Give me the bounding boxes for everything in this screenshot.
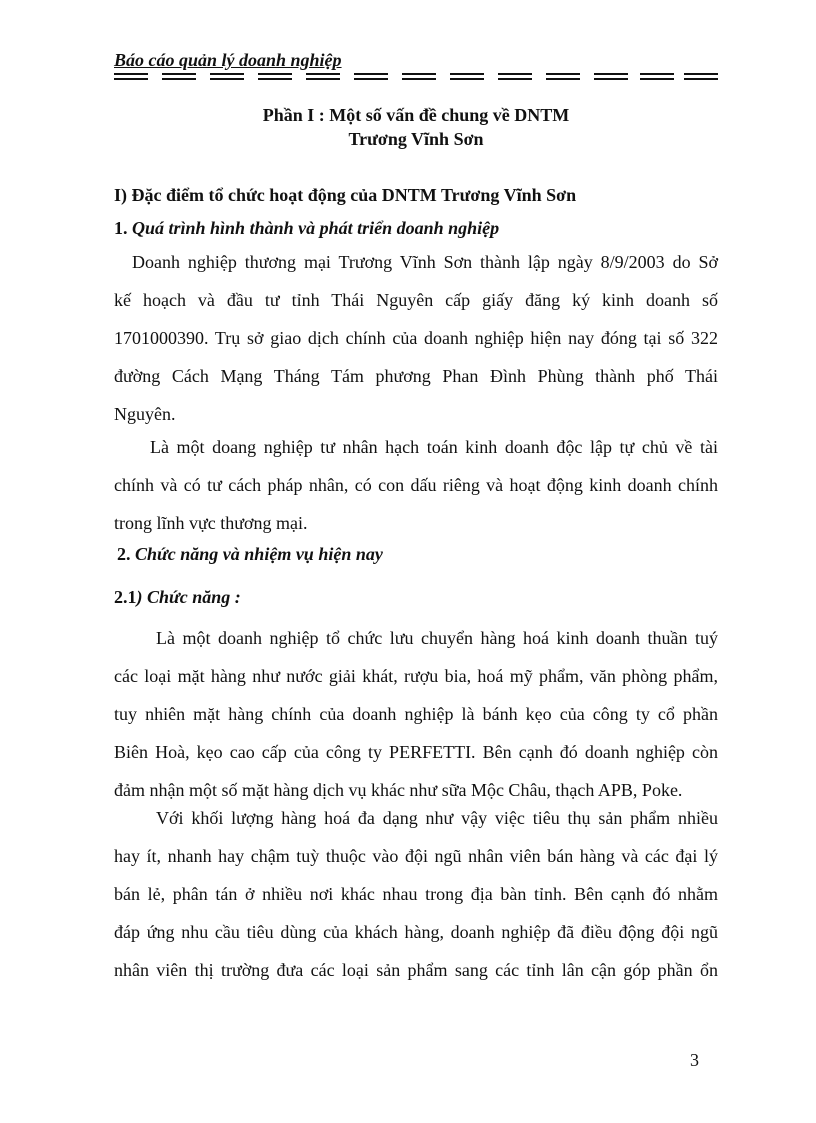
subsection-2-title: Chức năng và nhiệm vụ hiện nay bbox=[135, 544, 383, 564]
page-number: 3 bbox=[690, 1050, 699, 1070]
rule-dash bbox=[498, 72, 532, 81]
paragraph-2 bbox=[114, 435, 718, 549]
rule-dash bbox=[450, 72, 484, 81]
rule-dash bbox=[546, 72, 580, 81]
rule-dash bbox=[354, 72, 388, 81]
rule-dash bbox=[258, 72, 292, 81]
paragraph-line: các loại mặt hàng như nước giải khát, rượu bia, hoá mỹ phẩm, văn phòng phẩm, bbox=[114, 666, 718, 686]
paragraph-1 bbox=[114, 250, 718, 440]
paragraph-line: kế hoạch và đầu tư tỉnh Thái Nguyên cấp giấy đăng ký kinh doanh số bbox=[114, 290, 718, 310]
rule-dash bbox=[402, 72, 436, 81]
paragraph-line: hay ít, nhanh hay chậm tuỳ thuộc vào đội ngũ nhân viên bán hàng và các đại lý bbox=[114, 846, 718, 866]
subsection-1-heading bbox=[114, 218, 718, 239]
part-title-line-1: Phần I : Một số vấn đề chung về DNTM bbox=[262, 105, 570, 125]
subsection-2-1-heading bbox=[114, 587, 718, 608]
paragraph-line: đường Cách Mạng Tháng Tám phương Phan Đình Phùng thành phố Thái bbox=[114, 366, 718, 386]
paragraph-line: chính và có tư cách pháp nhân, có con dấu riêng và hoạt động kinh doanh chính bbox=[114, 475, 718, 495]
section-heading: I) Đặc điểm tổ chức hoạt động của DNTM Trương Vĩnh Sơn bbox=[114, 185, 577, 205]
header-double-rule bbox=[114, 72, 718, 81]
rule-dash bbox=[684, 72, 718, 81]
paragraph-line: Là một doanh nghiệp tổ chức lưu chuyển hàng hoá kinh doanh thuần tuý bbox=[156, 628, 718, 648]
rule-dash bbox=[306, 72, 340, 81]
subsection-2-heading bbox=[117, 544, 721, 565]
paragraph-line: bán lẻ, phân tán ở nhiều nơi khác nhau trong địa bàn tỉnh. Bên cạnh đó nhằm bbox=[114, 884, 718, 904]
paragraph-line: Là một doang nghiệp tư nhân hạch toán kinh doanh độc lập tự chủ về tài bbox=[150, 437, 718, 457]
rule-dash bbox=[114, 72, 148, 81]
rule-dash bbox=[594, 72, 628, 81]
paragraph-4 bbox=[114, 806, 718, 996]
part-title-line-2: Trương Vĩnh Sơn bbox=[348, 129, 484, 149]
paragraph-line: Biên Hoà, kẹo cao cấp của công ty PERFETTI. Bên cạnh đó doanh nghiệp còn bbox=[114, 742, 718, 762]
paragraph-line: nhân viên thị trường đưa các loại sản phẩm sang các tỉnh lân cận góp phần ổn bbox=[114, 960, 718, 980]
header-title: Báo cáo quản lý doanh nghiệp bbox=[114, 50, 342, 70]
paragraph-line: đảm nhận một số mặt hàng dịch vụ khác như sữa Mộc Châu, thạch APB, Poke. bbox=[114, 780, 683, 800]
subsection-1-number: 1. bbox=[114, 218, 132, 238]
part-title bbox=[114, 103, 718, 151]
paragraph-line: Nguyên. bbox=[114, 404, 176, 424]
paragraph-line: đáp ứng nhu cầu tiêu dùng của khách hàng, doanh nghiệp đã điều động đội ngũ bbox=[114, 922, 718, 942]
paragraph-line: tuy nhiên mặt hàng chính của doanh nghiệp là bánh kẹo của công ty cổ phần bbox=[114, 704, 718, 724]
subsection-2-1-title: ) Chức năng : bbox=[136, 587, 241, 607]
paragraph-line: Doanh nghiệp thương mại Trương Vĩnh Sơn thành lập ngày 8/9/2003 do Sở bbox=[132, 252, 718, 272]
subsection-2-1-number: 2.1 bbox=[114, 587, 137, 607]
subsection-2-number: 2. bbox=[117, 544, 135, 564]
rule-dash bbox=[640, 72, 674, 81]
paragraph-line: trong lĩnh vực thương mại. bbox=[114, 513, 308, 533]
paragraph-3 bbox=[114, 626, 718, 816]
subsection-1-title: Quá trình hình thành và phát triển doanh nghiệp bbox=[132, 218, 500, 238]
rule-dash bbox=[210, 72, 244, 81]
rule-dash bbox=[162, 72, 196, 81]
paragraph-line: 1701000390. Trụ sở giao dịch chính của doanh nghiệp hiện nay đóng tại số 322 bbox=[114, 328, 718, 348]
paragraph-line: Với khối lượng hàng hoá đa dạng như vậy việc tiêu thụ sản phẩm nhiều bbox=[156, 808, 718, 828]
page-header bbox=[114, 50, 718, 84]
